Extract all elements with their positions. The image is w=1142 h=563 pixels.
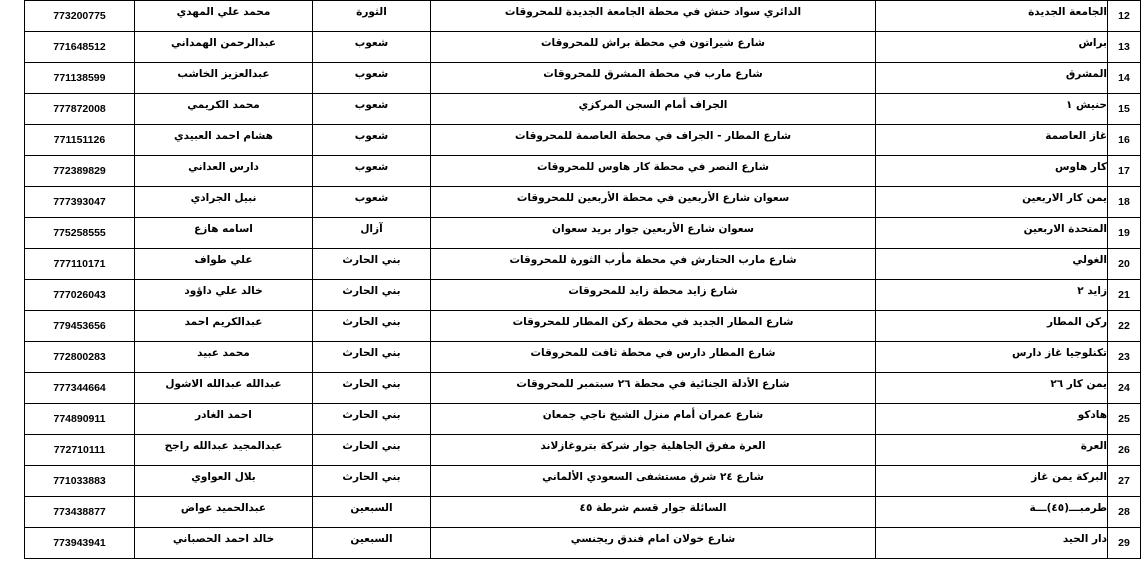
row-number-cell xyxy=(1108,187,1141,218)
address-text: الجراف أمام السجن المركزي xyxy=(578,99,728,111)
address-cell xyxy=(431,249,876,280)
table-row xyxy=(25,63,1141,94)
address-text: شارع عمران أمام منزل الشيخ ناجي جمعان xyxy=(542,409,764,421)
address-text: شارع زايد محطة زايد للمحروقات xyxy=(568,285,738,297)
station-name-text: هادكو xyxy=(1077,409,1107,421)
station-name-cell xyxy=(876,280,1108,311)
district-text: بني الحارث xyxy=(342,347,401,359)
row-number-text: 16 xyxy=(1118,134,1130,147)
row-number-text: 26 xyxy=(1118,444,1130,457)
table-row xyxy=(25,497,1141,528)
district-cell xyxy=(313,125,431,156)
address-cell xyxy=(431,528,876,559)
phone-cell xyxy=(25,32,135,63)
district-cell xyxy=(313,280,431,311)
owner-text: عبدالمجيد عبدالله راجح xyxy=(164,440,283,452)
stations-table xyxy=(24,0,1141,559)
address-cell xyxy=(431,32,876,63)
district-text: بني الحارث xyxy=(342,285,401,297)
row-number-cell xyxy=(1108,32,1141,63)
station-name-text: حنيش ١ xyxy=(1065,99,1107,111)
station-name-text: غاز العاصمة xyxy=(1045,130,1107,142)
row-number-text: 28 xyxy=(1118,506,1130,519)
phone-text: 771648512 xyxy=(53,41,106,54)
address-cell xyxy=(431,1,876,32)
owner-text: محمد علي المهدي xyxy=(176,6,271,18)
address-text: شارع المطار دارس في محطة ثافت للمحروقات xyxy=(530,347,776,359)
station-name-cell xyxy=(876,528,1108,559)
row-number-cell xyxy=(1108,280,1141,311)
district-cell xyxy=(313,94,431,125)
station-name-text: المتحدة الاربعين xyxy=(1023,223,1107,235)
row-number-text: 12 xyxy=(1118,10,1130,23)
row-number-text: 24 xyxy=(1118,382,1130,395)
owner-cell xyxy=(135,63,313,94)
station-name-cell xyxy=(876,373,1108,404)
owner-cell xyxy=(135,94,313,125)
row-number-cell xyxy=(1108,94,1141,125)
district-text: شعوب xyxy=(354,161,389,173)
owner-cell xyxy=(135,249,313,280)
owner-text: عبدالكريم احمد xyxy=(184,316,263,328)
row-number-text: 18 xyxy=(1118,196,1130,209)
district-cell xyxy=(313,311,431,342)
row-number-text: 29 xyxy=(1118,537,1130,550)
district-text: بني الحارث xyxy=(342,471,401,483)
row-number-cell xyxy=(1108,125,1141,156)
phone-text: 772389829 xyxy=(53,165,106,178)
table-row xyxy=(25,249,1141,280)
district-cell xyxy=(313,497,431,528)
address-cell xyxy=(431,94,876,125)
address-cell xyxy=(431,466,876,497)
phone-cell xyxy=(25,373,135,404)
owner-text: محمد الكريمي xyxy=(187,99,260,111)
table-row xyxy=(25,528,1141,559)
phone-text: 779453656 xyxy=(53,320,106,333)
row-number-text: 27 xyxy=(1118,475,1130,488)
row-number-text: 21 xyxy=(1118,289,1130,302)
address-cell xyxy=(431,311,876,342)
address-cell xyxy=(431,435,876,466)
address-cell xyxy=(431,373,876,404)
station-name-text: تكنلوجيا غاز دارس xyxy=(1012,347,1107,359)
district-text: الثورة xyxy=(356,6,387,18)
row-number-cell xyxy=(1108,466,1141,497)
owner-cell xyxy=(135,187,313,218)
row-number-cell xyxy=(1108,404,1141,435)
owner-cell xyxy=(135,497,313,528)
address-cell xyxy=(431,280,876,311)
owner-cell xyxy=(135,528,313,559)
station-name-text: كار هاوس xyxy=(1055,161,1107,173)
district-cell xyxy=(313,63,431,94)
station-name-cell xyxy=(876,404,1108,435)
owner-cell xyxy=(135,280,313,311)
owner-text: عبدالعزيز الخاشب xyxy=(177,68,270,80)
row-number-cell xyxy=(1108,497,1141,528)
phone-cell xyxy=(25,94,135,125)
station-name-text: الجامعة الجديدة xyxy=(1028,6,1107,18)
phone-text: 771033883 xyxy=(53,475,106,488)
phone-cell xyxy=(25,187,135,218)
station-name-cell xyxy=(876,466,1108,497)
phone-text: 773943941 xyxy=(53,537,106,550)
table-row xyxy=(25,435,1141,466)
owner-cell xyxy=(135,435,313,466)
district-cell xyxy=(313,249,431,280)
row-number-text: 19 xyxy=(1118,227,1130,240)
phone-cell xyxy=(25,125,135,156)
phone-text: 772710111 xyxy=(53,444,106,457)
district-text: شعوب xyxy=(354,37,389,49)
table-row xyxy=(25,404,1141,435)
district-cell xyxy=(313,373,431,404)
owner-cell xyxy=(135,125,313,156)
address-text: شارع خولان امام فندق ريجنسي xyxy=(570,533,736,545)
station-name-cell xyxy=(876,156,1108,187)
district-text: بني الحارث xyxy=(342,316,401,328)
owner-cell xyxy=(135,404,313,435)
district-cell xyxy=(313,156,431,187)
row-number-cell xyxy=(1108,311,1141,342)
phone-cell xyxy=(25,156,135,187)
district-cell xyxy=(313,466,431,497)
phone-cell xyxy=(25,435,135,466)
station-name-text: المشرق xyxy=(1065,68,1107,80)
owner-text: نبيل الجرادي xyxy=(190,192,257,204)
address-text: شارع النصر في محطة كار هاوس للمحروقات xyxy=(537,161,769,173)
address-text: شارع المطار - الجراف في محطة العاصمة للمحروقات xyxy=(514,130,792,142)
address-cell xyxy=(431,187,876,218)
row-number-text: 22 xyxy=(1118,320,1130,333)
phone-cell xyxy=(25,249,135,280)
row-number-cell xyxy=(1108,342,1141,373)
table-row xyxy=(25,280,1141,311)
district-text: السبعين xyxy=(350,502,393,514)
district-cell xyxy=(313,187,431,218)
district-text: بني الحارث xyxy=(342,254,401,266)
phone-text: 772800283 xyxy=(53,351,106,364)
table-row xyxy=(25,373,1141,404)
station-name-text: دار الحيد xyxy=(1062,533,1107,545)
station-name-cell xyxy=(876,94,1108,125)
address-text: شارع مارب في محطة المشرق للمحروقات xyxy=(543,68,763,80)
table-row xyxy=(25,156,1141,187)
row-number-text: 14 xyxy=(1118,72,1130,85)
row-number-cell xyxy=(1108,1,1141,32)
address-text: شارع شيراتون في محطة براش للمحروقات xyxy=(541,37,765,49)
phone-cell xyxy=(25,1,135,32)
district-text: شعوب xyxy=(354,130,389,142)
phone-cell xyxy=(25,497,135,528)
district-text: شعوب xyxy=(354,99,389,111)
owner-cell xyxy=(135,32,313,63)
owner-text: دارس العداني xyxy=(188,161,259,173)
phone-text: 773200775 xyxy=(53,10,106,23)
address-text: سعوان شارع الأربعين جوار بريد سعوان xyxy=(552,223,754,235)
station-name-cell xyxy=(876,63,1108,94)
row-number-cell xyxy=(1108,373,1141,404)
table-row xyxy=(25,1,1141,32)
phone-text: 777110171 xyxy=(53,258,106,271)
station-name-text: براش xyxy=(1078,37,1107,49)
address-cell xyxy=(431,497,876,528)
station-name-text: يمن كار ٢٦ xyxy=(1050,378,1107,390)
table-row xyxy=(25,466,1141,497)
district-text: السبعين xyxy=(350,533,393,545)
row-number-text: 20 xyxy=(1118,258,1130,271)
address-cell xyxy=(431,404,876,435)
owner-text: عبدالحميد عواض xyxy=(180,502,267,514)
phone-text: 771151126 xyxy=(53,134,106,147)
phone-cell xyxy=(25,342,135,373)
address-cell xyxy=(431,342,876,373)
district-text: شعوب xyxy=(354,68,389,80)
owner-text: عبدالرحمن الهمداني xyxy=(170,37,277,49)
row-number-cell xyxy=(1108,528,1141,559)
station-name-cell xyxy=(876,125,1108,156)
address-text: شارع الأدلة الجنائية في محطة ٢٦ سبتمبر للمحروقات xyxy=(516,378,790,390)
address-cell xyxy=(431,125,876,156)
district-text: بني الحارث xyxy=(342,378,401,390)
district-cell xyxy=(313,528,431,559)
station-name-text: طرمبـــ(٤٥)ـــة xyxy=(1029,502,1107,514)
row-number-text: 15 xyxy=(1118,103,1130,116)
owner-text: هشام احمد العبيدي xyxy=(174,130,273,142)
address-cell xyxy=(431,63,876,94)
table-row xyxy=(25,187,1141,218)
district-cell xyxy=(313,404,431,435)
row-number-cell xyxy=(1108,435,1141,466)
row-number-text: 23 xyxy=(1118,351,1130,364)
phone-text: 775258555 xyxy=(53,227,106,240)
address-text: السائلة جوار قسم شرطة ٤٥ xyxy=(579,502,727,514)
address-text: شارع ٢٤ شرق مستشفى السعودي الألماني xyxy=(542,471,764,483)
phone-text: 777026043 xyxy=(53,289,106,302)
district-cell xyxy=(313,342,431,373)
row-number-cell xyxy=(1108,156,1141,187)
station-name-text: العرة xyxy=(1080,440,1107,452)
row-number-cell xyxy=(1108,63,1141,94)
station-name-text: يمن كار الاربعين xyxy=(1022,192,1107,204)
owner-cell xyxy=(135,218,313,249)
address-text: شارع مارب الحتارش في محطة مأرب الثورة للمحروقات xyxy=(509,254,797,266)
address-text: سعوان شارع الأربعين في محطة الأربعين للمحروقات xyxy=(516,192,790,204)
station-name-cell xyxy=(876,435,1108,466)
station-name-text: الغولي xyxy=(1072,254,1107,266)
owner-text: احمد الغادر xyxy=(195,409,252,421)
district-text: شعوب xyxy=(354,192,389,204)
address-text: العرة مفرق الجاهلية جوار شركة بتروغازلاند xyxy=(540,440,766,452)
station-name-cell xyxy=(876,32,1108,63)
row-number-cell xyxy=(1108,249,1141,280)
phone-cell xyxy=(25,63,135,94)
district-cell xyxy=(313,435,431,466)
station-name-text: زايد ٢ xyxy=(1077,285,1107,297)
district-text: بني الحارث xyxy=(342,440,401,452)
address-text: شارع المطار الجديد في محطة ركن المطار للمحروقات xyxy=(512,316,794,328)
table-row xyxy=(25,125,1141,156)
phone-text: 777872008 xyxy=(53,103,106,116)
station-name-text: ركن المطار xyxy=(1046,316,1107,328)
district-text: بني الحارث xyxy=(342,409,401,421)
table-row xyxy=(25,342,1141,373)
station-name-cell xyxy=(876,311,1108,342)
row-number-text: 13 xyxy=(1118,41,1130,54)
owner-text: عبدالله عبدالله الاشول xyxy=(165,378,282,390)
phone-cell xyxy=(25,218,135,249)
owner-cell xyxy=(135,311,313,342)
owner-cell xyxy=(135,1,313,32)
row-number-text: 25 xyxy=(1118,413,1130,426)
row-number-text: 17 xyxy=(1118,165,1130,178)
phone-text: 771138599 xyxy=(53,72,106,85)
phone-text: 777393047 xyxy=(53,196,106,209)
owner-cell xyxy=(135,373,313,404)
address-cell xyxy=(431,218,876,249)
owner-cell xyxy=(135,466,313,497)
owner-text: خالد احمد الحصباني xyxy=(172,533,275,545)
table-row xyxy=(25,94,1141,125)
phone-cell xyxy=(25,528,135,559)
owner-text: اسامه هازع xyxy=(194,223,253,235)
table-row xyxy=(25,311,1141,342)
owner-text: بلال العواوي xyxy=(191,471,256,483)
table-row xyxy=(25,32,1141,63)
phone-text: 774890911 xyxy=(53,413,106,426)
row-number-cell xyxy=(1108,218,1141,249)
phone-text: 777344664 xyxy=(53,382,106,395)
address-cell xyxy=(431,156,876,187)
district-text: آزال xyxy=(360,223,383,235)
owner-text: علي طواف xyxy=(194,254,253,266)
station-name-cell xyxy=(876,218,1108,249)
phone-text: 773438877 xyxy=(53,506,106,519)
district-cell xyxy=(313,218,431,249)
phone-cell xyxy=(25,404,135,435)
station-name-cell xyxy=(876,1,1108,32)
station-name-cell xyxy=(876,497,1108,528)
owner-text: خالد علي داؤود xyxy=(184,285,263,297)
district-cell xyxy=(313,1,431,32)
station-name-cell xyxy=(876,342,1108,373)
station-name-cell xyxy=(876,187,1108,218)
phone-cell xyxy=(25,280,135,311)
table-row xyxy=(25,218,1141,249)
owner-text: محمد عبيد xyxy=(197,347,250,359)
stations-table-body xyxy=(25,1,1141,559)
station-name-cell xyxy=(876,249,1108,280)
phone-cell xyxy=(25,311,135,342)
station-name-text: البركة يمن غاز xyxy=(1031,471,1107,483)
district-cell xyxy=(313,32,431,63)
owner-cell xyxy=(135,342,313,373)
phone-cell xyxy=(25,466,135,497)
address-text: الدائري سواد حنش في محطة الجامعة الجديدة للمحروقات xyxy=(504,6,802,18)
owner-cell xyxy=(135,156,313,187)
